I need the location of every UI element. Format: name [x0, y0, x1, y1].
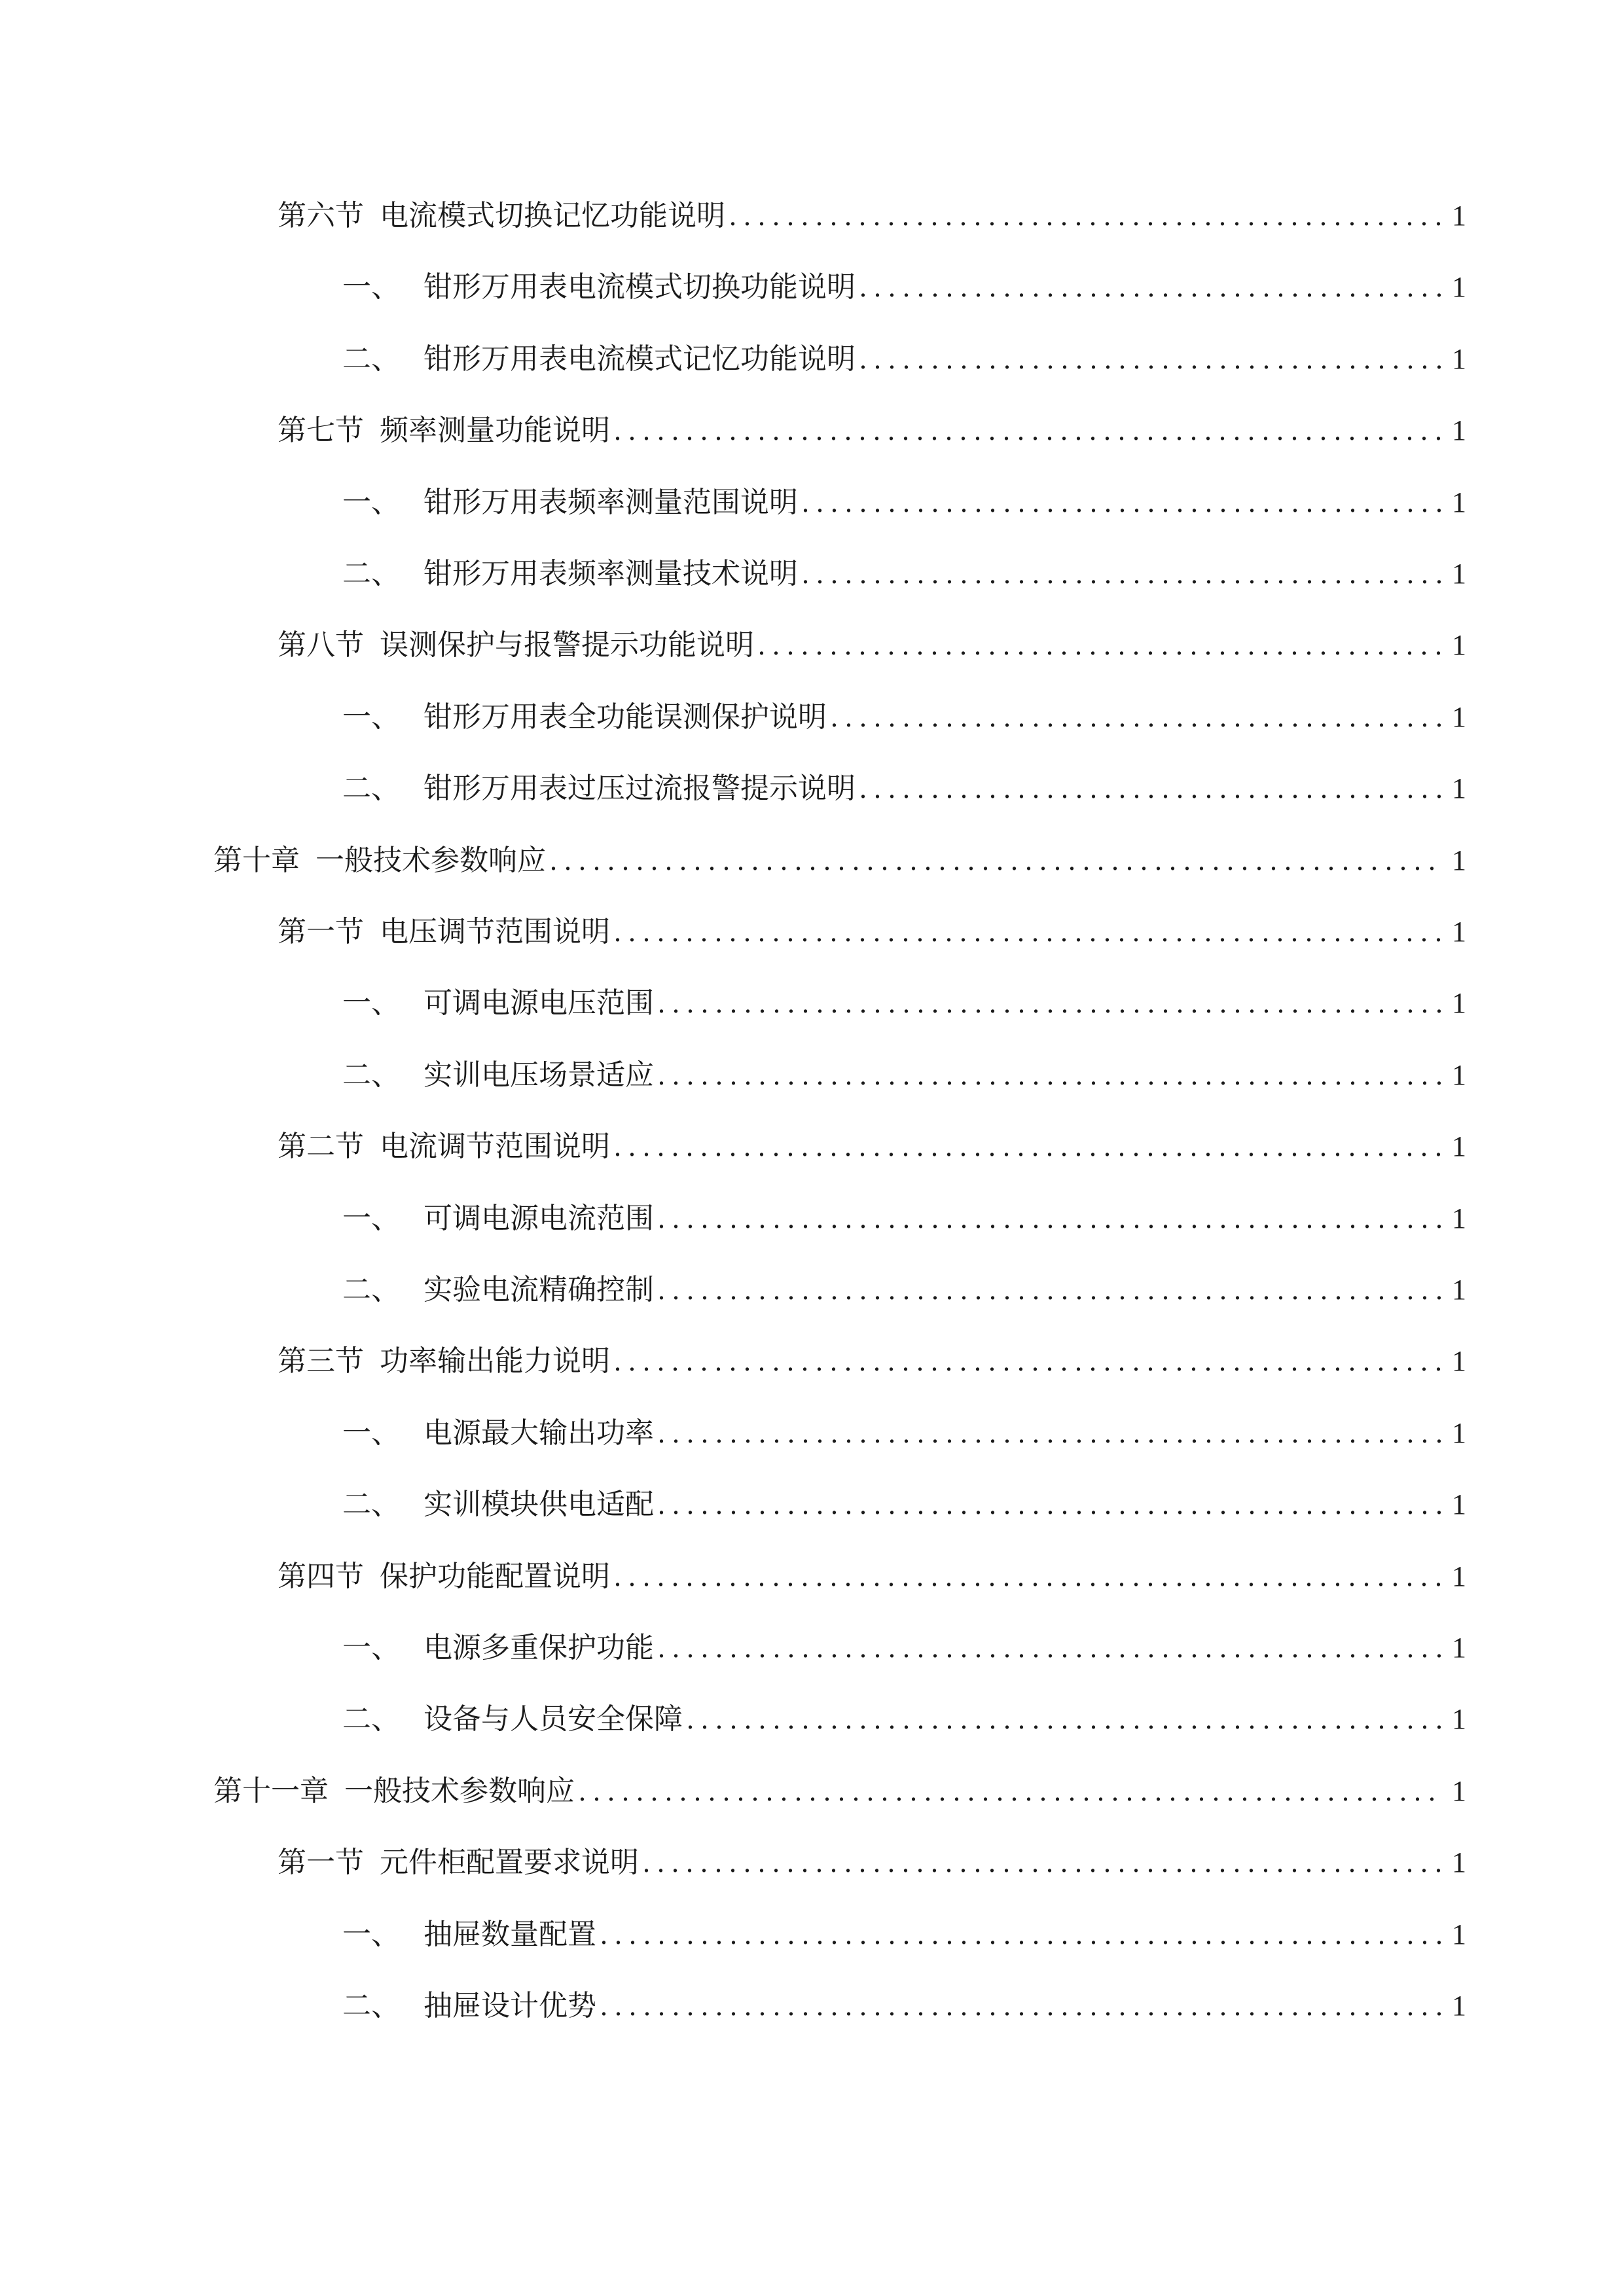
- toc-entry-page-number: 1: [1452, 200, 1466, 232]
- toc-entry[interactable]: [342, 1986, 1466, 2026]
- toc-entry-page-number: 1: [1452, 1632, 1466, 1664]
- toc-entry-number: 第二节: [278, 1130, 364, 1162]
- toc-entry-page-number: 1: [1452, 1560, 1466, 1592]
- toc-entry-page-number: 1: [1452, 1345, 1466, 1377]
- toc-entry-title: 设备与人员安全保障: [424, 1703, 683, 1735]
- toc-entry-title: 钳形万用表频率测量技术说明: [424, 558, 798, 590]
- toc-entry[interactable]: [342, 340, 1466, 379]
- toc-entry-number: 第三节: [278, 1345, 364, 1377]
- toc-entry-title: 抽屉设计优势: [424, 1990, 596, 2022]
- toc-entry-number: 第一节: [278, 916, 364, 948]
- toc-entry-page-number: 1: [1452, 1703, 1466, 1735]
- toc-entry-title: 功率输出能力说明: [380, 1345, 610, 1377]
- toc-entry-number: 第十章: [213, 844, 300, 876]
- toc-entry-title: 电压调节范围说明: [380, 916, 610, 948]
- toc-entry-number: 一、: [342, 271, 400, 303]
- toc-entry-number: 一、: [342, 1632, 400, 1664]
- dot-leader: [658, 1414, 1441, 1453]
- dot-leader: [614, 1127, 1441, 1166]
- toc-entry[interactable]: [278, 1843, 1466, 1882]
- toc-entry-title: 电源多重保护功能: [424, 1632, 654, 1664]
- dot-leader: [859, 268, 1441, 307]
- toc-entry-page-number: 1: [1452, 1918, 1466, 1950]
- toc-entry[interactable]: [342, 1199, 1466, 1238]
- toc-entry-title: 实训模块供电适配: [424, 1488, 654, 1520]
- toc-entry-number: 第十一章: [213, 1775, 329, 1807]
- toc-entry-title: 可调电源电流范围: [424, 1202, 654, 1234]
- toc-entry-page-number: 1: [1452, 916, 1466, 948]
- toc-entry[interactable]: [278, 1557, 1466, 1596]
- toc-entry-number: 第六节: [278, 200, 364, 232]
- toc-entry-page-number: 1: [1452, 486, 1466, 518]
- toc-entry[interactable]: [342, 1414, 1466, 1453]
- toc-entry-page-number: 1: [1452, 1846, 1466, 1878]
- toc-entry[interactable]: [342, 1700, 1466, 1739]
- dot-leader: [758, 626, 1441, 665]
- toc-entry-title: 保护功能配置说明: [380, 1560, 610, 1592]
- dot-leader: [600, 1915, 1441, 1954]
- toc-entry-page-number: 1: [1452, 844, 1466, 876]
- dot-leader: [658, 1199, 1441, 1238]
- dot-leader: [614, 1342, 1441, 1381]
- toc-entry[interactable]: [342, 554, 1466, 594]
- toc-entry-number: 一、: [342, 1918, 400, 1950]
- toc-entry[interactable]: [342, 1056, 1466, 1095]
- toc-entry-number: 二、: [342, 1274, 400, 1306]
- dot-leader: [729, 196, 1441, 236]
- dot-leader: [643, 1843, 1441, 1882]
- toc-entry-page-number: 1: [1452, 1059, 1466, 1091]
- dot-leader: [802, 554, 1441, 594]
- toc-entry-title: 钳形万用表频率测量范围说明: [424, 486, 798, 518]
- toc-entry-number: 第八节: [278, 629, 364, 661]
- toc-entry[interactable]: [342, 1628, 1466, 1668]
- toc-entry[interactable]: [213, 1772, 1466, 1811]
- toc-entry-page-number: 1: [1452, 1488, 1466, 1520]
- toc-entry-number: 二、: [342, 343, 400, 375]
- dot-leader: [658, 984, 1441, 1023]
- toc-entry-page-number: 1: [1452, 343, 1466, 375]
- dot-leader: [658, 1270, 1441, 1310]
- toc-entry[interactable]: [213, 841, 1466, 880]
- toc-entry-title: 实训电压场景适应: [424, 1059, 654, 1091]
- toc-entry-page-number: 1: [1452, 1417, 1466, 1449]
- toc-entry-number: 二、: [342, 1488, 400, 1520]
- toc-entry-page-number: 1: [1452, 1274, 1466, 1306]
- dot-leader: [658, 1628, 1441, 1668]
- toc-entry[interactable]: [278, 626, 1466, 665]
- dot-leader: [550, 841, 1441, 880]
- toc-entry[interactable]: [342, 483, 1466, 522]
- toc-entry-title: 钳形万用表全功能误测保护说明: [424, 701, 827, 733]
- dot-leader: [614, 1557, 1441, 1596]
- toc-entry-page-number: 1: [1452, 1990, 1466, 2022]
- toc-entry-page-number: 1: [1452, 271, 1466, 303]
- toc-entry-page-number: 1: [1452, 1130, 1466, 1162]
- toc-entry-title: 电流调节范围说明: [380, 1130, 610, 1162]
- toc-entry[interactable]: [278, 1127, 1466, 1166]
- toc-entry-number: 一、: [342, 486, 400, 518]
- toc-entry-title: 一般技术参数响应: [344, 1775, 575, 1807]
- toc-entry-number: 二、: [342, 558, 400, 590]
- toc-entry[interactable]: [278, 196, 1466, 236]
- toc-entry-title: 电流模式切换记忆功能说明: [380, 200, 725, 232]
- toc-entry[interactable]: [342, 268, 1466, 307]
- toc-entry-title: 元件柜配置要求说明: [380, 1846, 639, 1878]
- toc-entry-title: 电源最大输出功率: [424, 1417, 654, 1449]
- dot-leader: [859, 769, 1441, 808]
- dot-leader: [859, 340, 1441, 379]
- dot-leader: [687, 1700, 1441, 1739]
- toc-entry[interactable]: [342, 1915, 1466, 1954]
- toc-entry-page-number: 1: [1452, 1202, 1466, 1234]
- toc-entry-title: 钳形万用表电流模式切换功能说明: [424, 271, 856, 303]
- toc-entry-title: 钳形万用表过压过流报警提示说明: [424, 772, 856, 804]
- toc-entry-title: 可调电源电压范围: [424, 987, 654, 1019]
- toc-entry[interactable]: [278, 411, 1466, 450]
- dot-leader: [831, 698, 1441, 737]
- toc-entry-number: 一、: [342, 1417, 400, 1449]
- toc-entry-title: 实验电流精确控制: [424, 1274, 654, 1306]
- toc-entry-page-number: 1: [1452, 772, 1466, 804]
- toc-entry-number: 第四节: [278, 1560, 364, 1592]
- toc-entry-page-number: 1: [1452, 558, 1466, 590]
- dot-leader: [802, 483, 1441, 522]
- toc-entry-number: 二、: [342, 1703, 400, 1735]
- toc-entry-page-number: 1: [1452, 701, 1466, 733]
- toc-entry-title: 抽屉数量配置: [424, 1918, 596, 1950]
- dot-leader: [579, 1772, 1441, 1811]
- dot-leader: [658, 1485, 1441, 1524]
- toc-entry-number: 一、: [342, 1202, 400, 1234]
- toc-entry-number: 第一节: [278, 1846, 364, 1878]
- toc-entry[interactable]: [342, 769, 1466, 808]
- toc-entry[interactable]: [278, 1342, 1466, 1381]
- toc-entry-page-number: 1: [1452, 987, 1466, 1019]
- toc-entry-page-number: 1: [1452, 629, 1466, 661]
- toc-entry[interactable]: [342, 1485, 1466, 1524]
- dot-leader: [614, 912, 1441, 952]
- toc-entry-title: 频率测量功能说明: [380, 414, 610, 446]
- dot-leader: [614, 411, 1441, 450]
- toc-entry[interactable]: [342, 1270, 1466, 1310]
- toc-entry[interactable]: [278, 912, 1466, 952]
- toc-entry[interactable]: [342, 984, 1466, 1023]
- toc-entry-title: 误测保护与报警提示功能说明: [380, 629, 754, 661]
- toc-entry-page-number: 1: [1452, 1775, 1466, 1807]
- toc-entry-number: 二、: [342, 772, 400, 804]
- dot-leader: [600, 1986, 1441, 2026]
- toc-entry-title: 一般技术参数响应: [316, 844, 546, 876]
- dot-leader: [658, 1056, 1441, 1095]
- toc-entry-page-number: 1: [1452, 414, 1466, 446]
- toc-entry[interactable]: [342, 698, 1466, 737]
- toc-entry-number: 第七节: [278, 414, 364, 446]
- toc-entry-number: 一、: [342, 987, 400, 1019]
- toc-entry-number: 一、: [342, 701, 400, 733]
- toc-entry-number: 二、: [342, 1059, 400, 1091]
- toc-entry-number: 二、: [342, 1990, 400, 2022]
- toc-entry-title: 钳形万用表电流模式记忆功能说明: [424, 343, 856, 375]
